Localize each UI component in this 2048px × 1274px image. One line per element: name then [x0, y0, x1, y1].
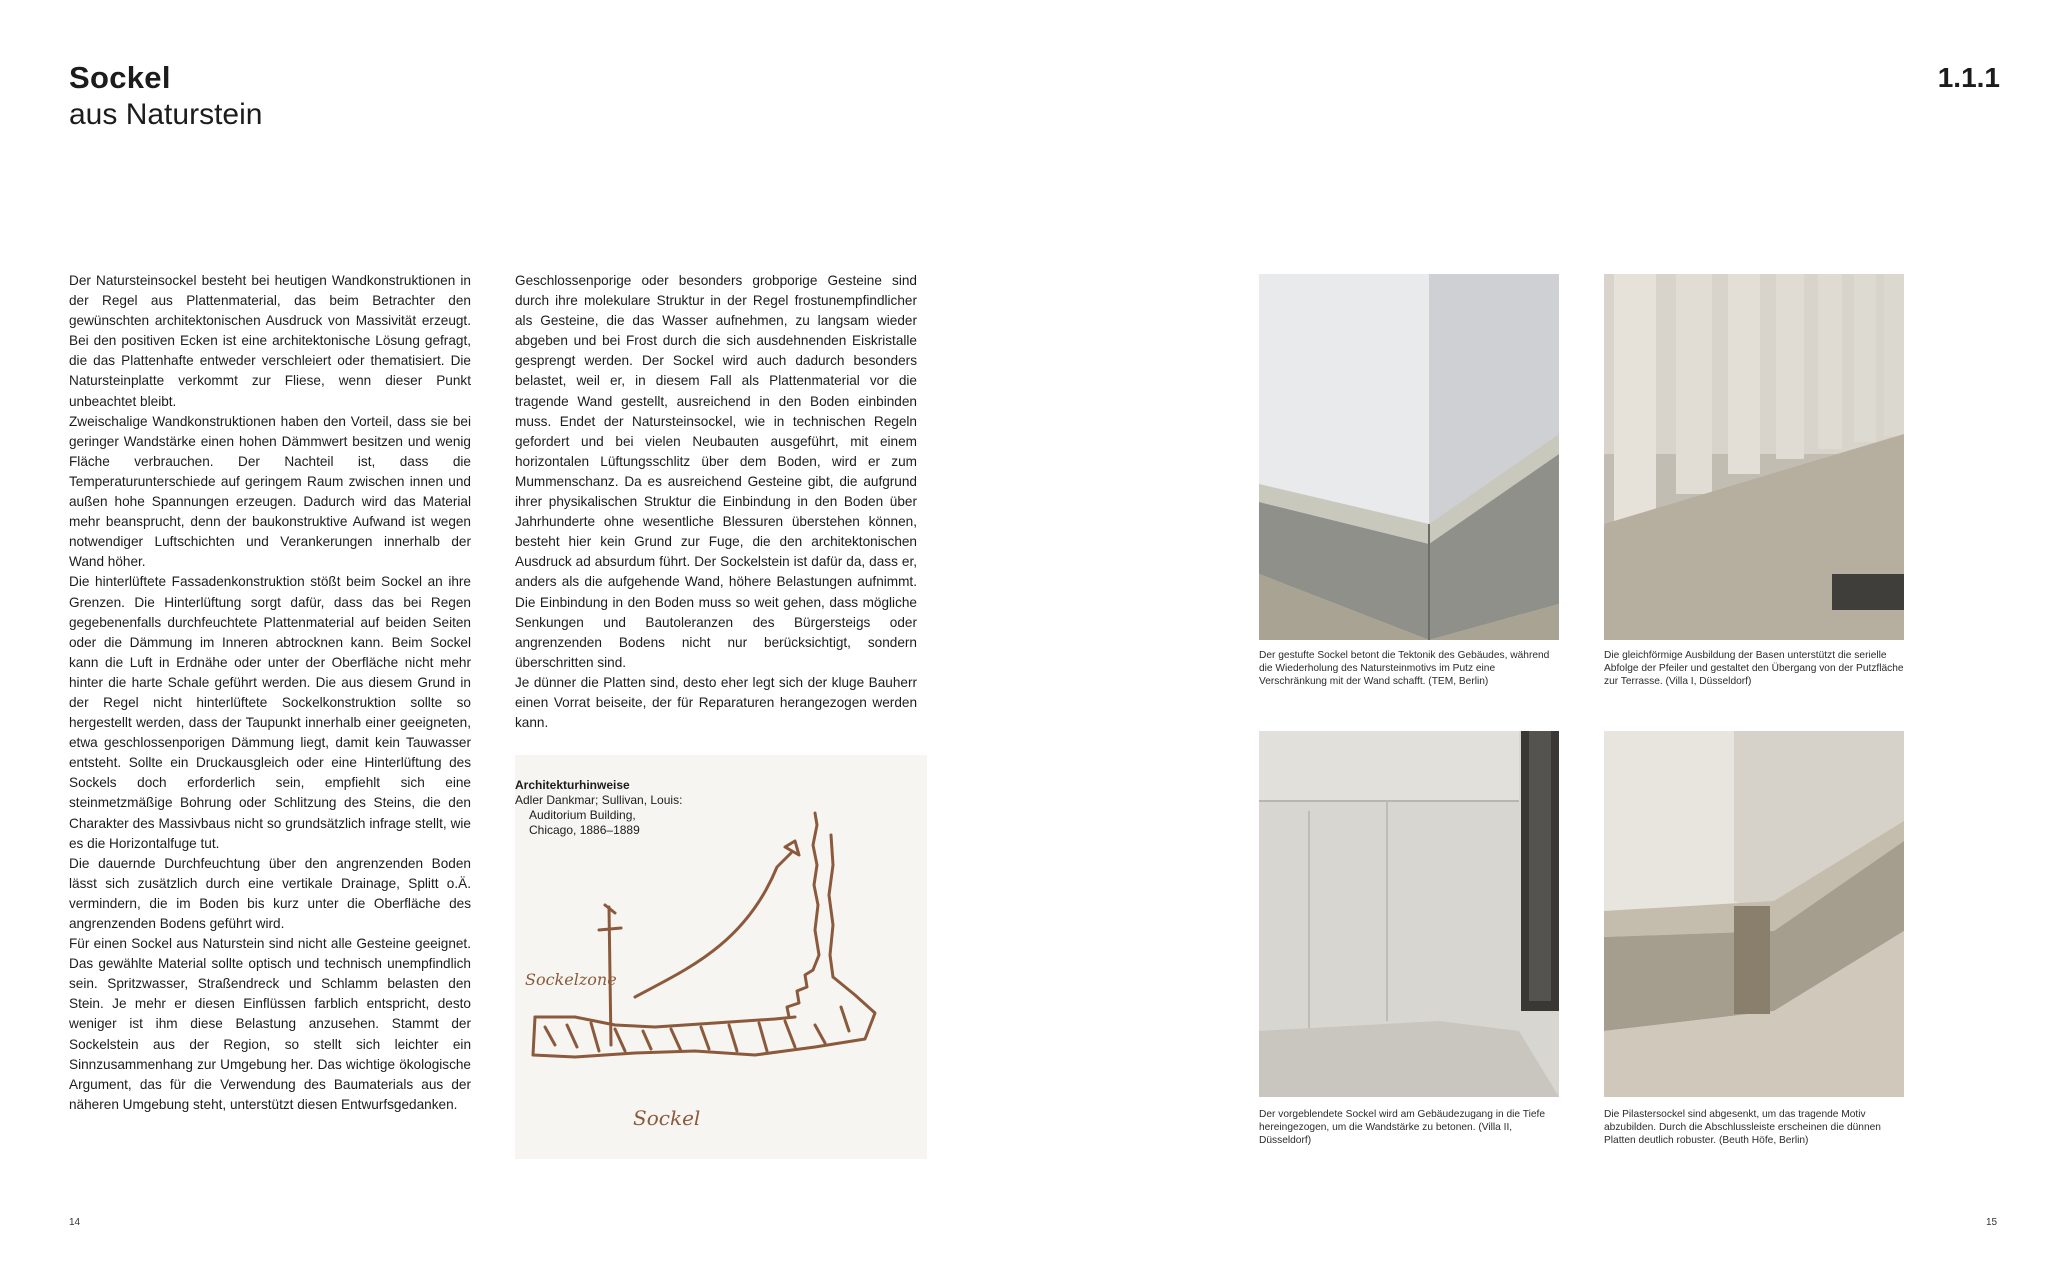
page-number-left: 14: [69, 1217, 81, 1228]
section-number: 1.1.1: [1937, 62, 2000, 93]
page-subtitle: aus Naturstein: [69, 98, 263, 131]
photo-caption: Der vorgeblendete Sockel wird am Gebäudezugang in die Tiefe hereingezogen, um die Wandstärke zu betonen. (Villa II, Düsseldorf): [1259, 1109, 1545, 1147]
photo-caption: Die gleichförmige Ausbildung der Basen unterstützt die serielle Abfolge der Pfeiler und gestaltet den Übergang von der Putzfläche zur Terrasse. (Villa I, Düsseldorf): [1604, 650, 1904, 688]
photo-stepped-plinth: [1259, 274, 1559, 640]
page-number-right: 15: [1986, 1217, 1998, 1228]
photo-caption: Der gestufte Sockel betont die Tektonik des Gebäudes, während die Wiederholung des Natursteinmotivs im Putz eine Verschränkung mit der Wand schafft. (TEM, Berlin): [1259, 650, 1550, 688]
photo-pillar-series: [1604, 274, 1904, 640]
sketch-label-bottom: Sockel: [633, 1106, 701, 1130]
architecture-note: [515, 778, 715, 838]
page-title: Sockel: [69, 60, 171, 95]
note-line: Adler Dankmar; Sullivan, Louis:: [515, 793, 683, 807]
photo-pilaster-plinths: [1604, 731, 1904, 1097]
text-column-1: [69, 271, 471, 1115]
text-column-2: [515, 271, 917, 733]
paragraph: Der Natursteinsockel besteht bei heutigen Wandkonstruktionen in der Regel aus Plattenmaterial, das beim Betrachter den gewünschten architektonischen Ausdruck von Massivität erzeugt. Bei den positiven Ecken ist eine architektonische Lösung gefragt, die das Plattenhafte entweder verschleiert oder thematisiert. Die Natursteinplatte verkommt zur Fliese, wenn dieser Punkt unbeachtet bleibt.: [69, 273, 471, 409]
note-line: Chicago, 1886–1889: [529, 823, 640, 837]
paragraph: Die hinterlüftete Fassadenkonstruktion stößt beim Sockel an ihre Grenzen. Die Hinterlüftung sorgt dafür, dass das bei Regen gegebenenfalls durchfeuchtete Plattenmaterial auf beiden Seiten oder die Dämmung im Inneren abtrocknen kann. Beim Sockel kann die Luft in Erdnähe oder unter der Oberfläche nicht mehr hinter die harte Schale geführt werden. Die aus diesem Grund in der Regel nicht hinterlüftete Sockelkonstruktion sollte so hergestellt werden, dass der Taupunkt innerhalb einer geeigneten, etwa geschlossenporigen Dämmung liegt, damit kein Tauwasser entsteht. Sollte ein Druckausgleich oder eine Hinterlüftung des Sockels doch erforderlich sein, empfiehlt sich eine steinmetzmäßige Bohrung oder Schlitzung des Steins, die den Charakter des Massivbaus nicht so grundsätzlich infrage stellt, wie es die Horizontalfuge tut.: [69, 574, 471, 851]
paragraph: Je dünner die Platten sind, desto eher legt sich der kluge Bauherr einen Vorrat beiseite, der für Reparaturen herangezogen werden kann.: [515, 674, 917, 731]
paragraph: Die dauernde Durchfeuchtung über den angrenzenden Boden lässt sich zusätzlich durch eine vertikale Drainage, Splitt o.Ä. vermindern, die im Boden bis kurz unter die Oberfläche des angrenzenden Bodens geführt wird.: [69, 855, 471, 931]
photo-entrance-plinth: [1259, 731, 1559, 1097]
note-line: Auditorium Building,: [529, 808, 636, 822]
photo-caption: Die Pilastersockel sind abgesenkt, um das tragende Motiv abzubilden. Durch die Abschlussleiste erscheinen die dünnen Platten deutlich robuster. (Beuth Höfe, Berlin): [1604, 1109, 1881, 1147]
paragraph: Für einen Sockel aus Naturstein sind nicht alle Gesteine geeignet. Das gewählte Material sollte optisch und technisch unempfindlich sein. Spritzwasser, Straßendreck und Schlamm belasten den Stein. Je mehr er diesen Einflüssen farblich entspricht, desto weniger ist ihm diese Belastung anzusehen. Stammt der Sockelstein aus der Region, so stellt sich leichter ein Sinnzusammenhang zur Umgebung her. Das wichtige ökologische Argument, das für die Verwendung des Baumaterials aus der näheren Umgebung steht, unterstützt diesen Entwurfsgedanken.: [69, 936, 471, 1112]
sketch-label-left: Sockelzone: [525, 970, 617, 989]
note-title: Architekturhinweise: [515, 778, 630, 792]
paragraph: Geschlossenporige oder besonders grobporige Gesteine sind durch ihre molekulare Struktur in der Regel frostunempfindlicher als Gesteine, die das Wasser aufnehmen, zu langsam wieder abgeben und bei Frost durch die sich ausdehnenden Eiskristalle gesprengt werden. Der Sockel wird auch dadurch besonders belastet, weil er, in diesem Fall als Plattenmaterial vor die tragende Wand gestellt, ausreichend in den Boden einbinden muss. Endet der Natursteinsockel, wie in technischen Regeln gefordert und bei vielen Neubauten ausgeführt, mit einem horizontalen Lüftungsschlitz über dem Boden, wird er zum Mummenschanz. Da es ausreichend Gesteine gibt, die aufgrund ihrer physikalischen Struktur die Einbindung in den Boden über Jahrhunderte ohne wesentliche Blessuren überstehen können, besteht hier kein Grund zur Fuge, die den architektonischen Ausdruck ad absurdum führt. Der Sockelstein ist dafür da, dass er, anders als die aufgehende Wand, höhere Belastungen aufnimmt. Die Einbindung in den Boden muss so weit gehen, dass mögliche Senkungen und Bautoleranzen des Bürgersteigs oder angrenzenden Bodens nicht nur berücksichtigt, sondern überschritten sind.: [515, 273, 917, 670]
paragraph: Zweischalige Wandkonstruktionen haben den Vorteil, dass sie bei geringer Wandstärke einen hohen Dämmwert besitzen und wenig Fläche verbrauchen. Der Nachteil ist, dass die Temperaturunterschiede auf geringem Raum zwischen innen und außen hohe Spannungen erzeugen. Dadurch wird das Material mehr beansprucht, denn der baukonstruktive Aufwand ist wegen notwendiger Luftschichten und Verankerungen innerhalb der Wand höher.: [69, 413, 471, 570]
